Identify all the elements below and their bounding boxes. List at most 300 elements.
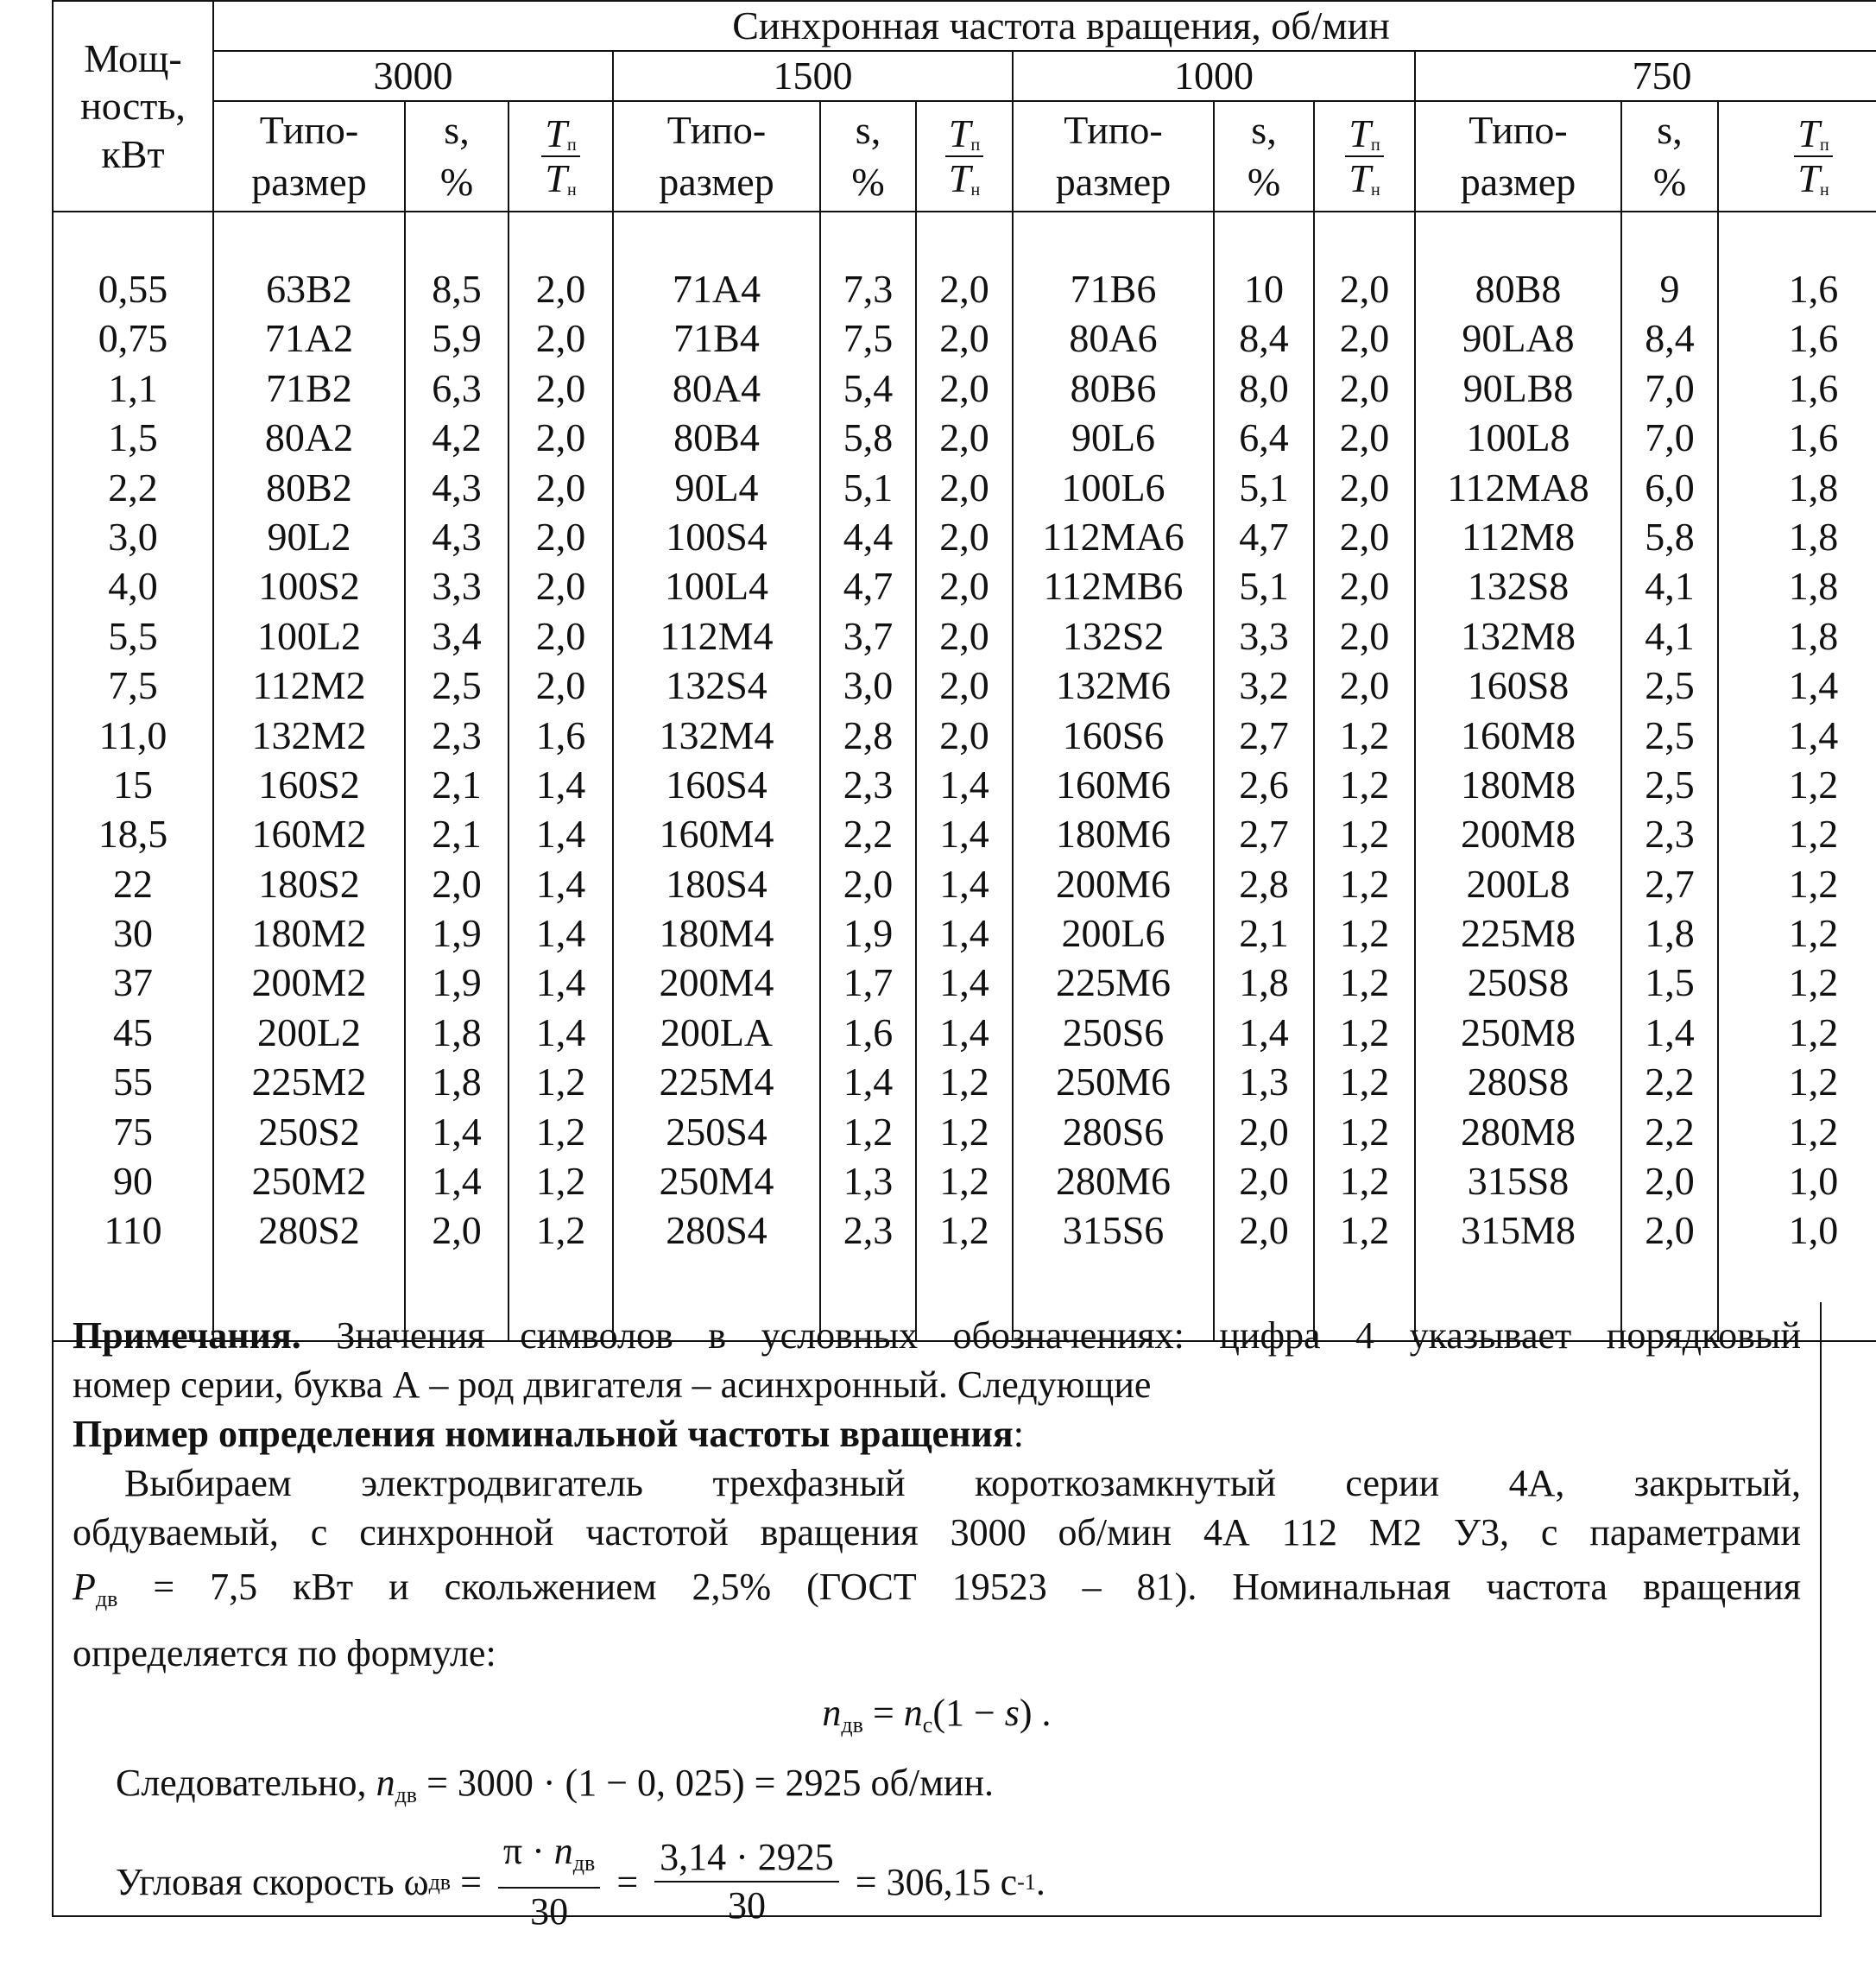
type-size-value: 71B4	[673, 316, 760, 361]
type-size-value: 112M2	[252, 663, 366, 708]
power-column	[53, 212, 213, 1341]
slip-value: 6,3	[432, 365, 482, 410]
speed-header-750: 750	[1415, 51, 1876, 101]
ratio-column-1500	[916, 212, 1013, 1341]
ratio-column-750	[1718, 212, 1876, 1341]
power-value: 1,1	[108, 365, 158, 410]
type-size-value: 280S6	[1062, 1109, 1165, 1154]
ratio-num-sub: п	[970, 136, 981, 155]
slip-value: 2,5	[432, 663, 482, 708]
torque-ratio-value: 2,0	[939, 663, 989, 708]
power-value: 11,0	[98, 712, 167, 757]
formula2-sub: дв	[395, 1782, 418, 1807]
formula2-prefix: Следовательно,	[116, 1762, 376, 1804]
torque-ratio-fraction	[945, 111, 983, 200]
formula-result	[73, 1758, 1801, 1819]
slip-value: 2,0	[432, 861, 482, 906]
type-size-value: 250M8	[1461, 1009, 1576, 1054]
formula-speed	[73, 1688, 1801, 1750]
types-column-750	[1415, 212, 1621, 1341]
slip-value: 2,8	[1239, 861, 1289, 906]
torque-ratio-value: 1,6	[1788, 267, 1839, 311]
notes-heading: Примечания.	[73, 1314, 301, 1357]
formula3-prefix: Угловая скорость	[116, 1860, 404, 1903]
type-size-value: 132M6	[1056, 663, 1171, 708]
slip-value: 3,0	[843, 663, 894, 708]
slip-header	[1621, 101, 1718, 212]
formula3-frac1-den: 30	[530, 1890, 569, 1933]
torque-ratio-value: 1,6	[1788, 316, 1839, 361]
torque-ratio-value: 1,2	[1339, 1208, 1390, 1253]
formula3-result-sup: -1	[1017, 1869, 1036, 1895]
torque-ratio-value: 1,4	[535, 960, 586, 1005]
slip-value: 1,5	[1645, 960, 1695, 1005]
slip-value: 4,4	[843, 514, 894, 559]
power-value: 0,55	[98, 267, 168, 311]
slip-value: 3,2	[1239, 663, 1289, 708]
slip-value: 5,1	[1239, 564, 1289, 609]
torque-ratio-value: 1,4	[939, 960, 989, 1005]
type-size-value: 315S6	[1062, 1208, 1165, 1253]
torque-ratio-value: 1,2	[1339, 960, 1390, 1005]
type-size-value: 71B2	[266, 365, 352, 410]
formula1-rhs: n	[903, 1692, 923, 1734]
slip-value: 3,3	[1239, 613, 1289, 658]
notes-text-1: Значения символов в условных обозначениях: цифра 4 указывает порядковый	[336, 1314, 1801, 1357]
type-size-value: 280M6	[1056, 1159, 1171, 1204]
slip-value: 4,1	[1645, 613, 1695, 658]
type-size-value: 132S4	[666, 663, 767, 708]
slip-value: 1,9	[432, 960, 482, 1005]
torque-ratio-value: 1,2	[939, 1208, 989, 1253]
types-column-1500	[613, 212, 820, 1341]
type-size-value: 100L2	[256, 613, 362, 658]
type-size-value: 225M6	[1056, 960, 1171, 1005]
type-size-value: 180S2	[258, 861, 360, 906]
torque-ratio-value: 2,0	[1339, 613, 1390, 658]
slip-value: 3,3	[432, 564, 482, 609]
slip-value: 5,4	[843, 365, 894, 410]
type-size-value: 180S4	[666, 861, 767, 906]
slip-value: 2,3	[843, 1208, 894, 1253]
slip-value: 2,6	[1239, 762, 1289, 807]
torque-ratio-value: 2,0	[1339, 267, 1390, 311]
slip-value: 8,4	[1645, 316, 1695, 361]
slip-value: 1,2	[843, 1109, 894, 1154]
slip-value: 5,1	[843, 465, 894, 509]
type-size-header	[613, 101, 820, 212]
torque-ratio-value: 1,2	[1788, 911, 1839, 956]
type-size-value: 100L6	[1061, 465, 1165, 509]
torque-ratio-value: 1,2	[1788, 1109, 1839, 1154]
slip-value: 2,8	[843, 712, 894, 757]
slip-value: 5,8	[843, 415, 894, 460]
type-size-label: Типо-размер	[659, 108, 774, 204]
type-size-value: 80B2	[266, 465, 352, 509]
torque-ratio-value: 2,0	[939, 316, 989, 361]
notes-text-2: номер серии, буква А – род двигателя – асинхронный. Следующие	[73, 1364, 1152, 1406]
slip-value: 2,0	[1239, 1109, 1289, 1154]
torque-ratio-value: 1,4	[535, 762, 586, 807]
slip-value: 1,4	[432, 1159, 482, 1204]
slip-value: 2,2	[1645, 1109, 1695, 1154]
slip-label: s, %	[1652, 108, 1687, 204]
formula3-frac1-sub: дв	[572, 1851, 596, 1876]
power-value: 7,5	[108, 663, 158, 708]
ratio-den: T	[948, 156, 971, 200]
power-symbol: P	[73, 1566, 96, 1608]
torque-ratio-value: 1,4	[535, 911, 586, 956]
torque-ratio-value: 1,2	[535, 1109, 586, 1154]
torque-ratio-value: 1,0	[1788, 1159, 1839, 1204]
ratio-num-sub: п	[1370, 136, 1380, 155]
document-sheet	[52, 0, 1839, 1933]
slip-value: 2,1	[432, 812, 482, 857]
torque-ratio-value: 1,2	[1788, 762, 1839, 807]
power-value: 0,75	[98, 316, 168, 361]
type-size-value: 112MB6	[1043, 564, 1184, 609]
speed-header-3000: 3000	[213, 51, 613, 101]
torque-ratio-value: 1,4	[535, 1009, 586, 1054]
slip-value: 10	[1244, 267, 1284, 311]
ratio-column-3000	[508, 212, 613, 1341]
slip-value: 4,7	[1239, 514, 1289, 559]
torque-ratio-value: 2,0	[535, 316, 586, 361]
ratio-den-sub: н	[1370, 180, 1380, 199]
slip-value: 2,3	[432, 712, 482, 757]
type-size-value: 160M6	[1056, 762, 1171, 807]
power-value: = 7,5	[117, 1566, 294, 1608]
type-size-value: 90L6	[1071, 415, 1156, 460]
torque-ratio-value: 1,6	[1788, 415, 1839, 460]
torque-ratio-value: 1,6	[535, 712, 586, 757]
type-size-value: 160M8	[1461, 712, 1576, 757]
torque-ratio-header	[1314, 101, 1415, 212]
slip-value: 1,3	[1239, 1060, 1289, 1104]
type-size-value: 160S6	[1062, 712, 1165, 757]
power-value: 3,0	[108, 514, 158, 559]
torque-ratio-value: 2,0	[535, 514, 586, 559]
slip-value: 5,8	[1645, 514, 1695, 559]
table-body-row	[53, 212, 1876, 1341]
torque-ratio-value: 1,2	[939, 1159, 989, 1204]
slip-column-3000	[405, 212, 508, 1341]
torque-ratio-value: 1,2	[1339, 1159, 1390, 1204]
power-value: 75	[113, 1109, 153, 1154]
torque-ratio-value: 1,2	[1788, 960, 1839, 1005]
ratio-den: T	[1797, 156, 1820, 200]
slip-value: 9	[1659, 267, 1680, 311]
type-size-value: 90L2	[267, 514, 351, 559]
type-size-value: 200L2	[256, 1009, 362, 1054]
torque-ratio-header	[508, 101, 613, 212]
formula1-rhs-sub: c	[922, 1712, 933, 1737]
formula3-frac1-sym: n	[553, 1830, 573, 1872]
slip-value: 2,5	[1645, 663, 1695, 708]
torque-ratio-value: 2,0	[939, 415, 989, 460]
torque-ratio-value: 2,0	[535, 564, 586, 609]
type-size-value: 80B4	[673, 415, 760, 460]
slip-value: 6,4	[1239, 415, 1289, 460]
torque-ratio-value: 2,0	[1339, 564, 1390, 609]
type-size-header	[213, 101, 405, 212]
type-size-value: 132M2	[251, 712, 367, 757]
slip-value: 4,3	[432, 514, 482, 559]
slip-header	[1214, 101, 1314, 212]
torque-ratio-value: 2,0	[535, 267, 586, 311]
power-header-label: Мощ-ность, кВт	[80, 36, 186, 176]
sync-speed-header: Синхронная частота вращения, об/мин	[213, 1, 1876, 51]
types-column-1000	[1013, 212, 1214, 1341]
torque-ratio-value: 1,4	[1788, 712, 1839, 757]
type-size-header	[1013, 101, 1214, 212]
torque-ratio-header	[916, 101, 1013, 212]
type-size-value: 200M4	[659, 960, 774, 1005]
power-value: 37	[113, 960, 153, 1005]
torque-ratio-value: 2,0	[939, 514, 989, 559]
formula3-fraction-2	[654, 1834, 839, 1929]
slip-value: 1,8	[432, 1060, 482, 1104]
torque-ratio-value: 2,0	[939, 613, 989, 658]
type-size-value: 200LA	[660, 1009, 774, 1054]
torque-ratio-value: 1,2	[1339, 1109, 1390, 1154]
torque-ratio-value: 2,0	[1339, 514, 1390, 559]
formula2-expr: = 3000 · (1 − 0, 025) = 2925 об/мин.	[417, 1762, 995, 1804]
ratio-den-sub: н	[970, 180, 981, 199]
slip-value: 3,7	[843, 613, 894, 658]
type-size-value: 112M8	[1461, 514, 1576, 559]
type-size-value: 71A4	[672, 267, 761, 311]
example-heading-line	[73, 1409, 1801, 1459]
torque-ratio-value: 1,2	[1339, 1060, 1390, 1104]
type-size-value: 250S6	[1062, 1009, 1165, 1054]
torque-ratio-value: 1,2	[535, 1159, 586, 1204]
formula3-omega-sub: дв	[428, 1869, 452, 1895]
ratio-num-sub: п	[566, 136, 577, 155]
power-value: 22	[113, 861, 153, 906]
torque-ratio-value: 1,2	[535, 1060, 586, 1104]
slip-value: 2,0	[1239, 1159, 1289, 1204]
formula3-frac1-num: π ·	[502, 1830, 554, 1872]
type-size-value: 160S4	[666, 762, 767, 807]
torque-ratio-header	[1718, 101, 1876, 212]
slip-value: 7,3	[843, 267, 894, 311]
type-size-value: 160M4	[659, 812, 774, 857]
type-size-value: 225M2	[251, 1060, 367, 1104]
slip-value: 5,1	[1239, 465, 1289, 509]
torque-ratio-value: 1,2	[1339, 1009, 1390, 1054]
type-size-value: 280S2	[258, 1208, 360, 1253]
torque-ratio-value: 2,0	[939, 267, 989, 311]
torque-ratio-value: 1,2	[1339, 861, 1390, 906]
slip-value: 1,7	[843, 960, 894, 1005]
formula3-frac2-den: 30	[727, 1884, 766, 1927]
torque-ratio-value: 2,0	[1339, 365, 1390, 410]
motor-table	[52, 0, 1876, 1342]
torque-ratio-value: 1,2	[939, 1060, 989, 1104]
torque-ratio-value: 1,6	[1788, 365, 1839, 410]
slip-value: 6,0	[1645, 465, 1695, 509]
type-size-value: 90LA8	[1462, 316, 1575, 361]
formula3-result: = 306,15 с	[845, 1860, 1018, 1903]
torque-ratio-value: 1,2	[1788, 1060, 1839, 1104]
example-line-3	[73, 1562, 1801, 1623]
torque-ratio-value: 2,0	[939, 465, 989, 509]
slip-label: s, %	[439, 108, 474, 204]
formula1-eq: =	[862, 1692, 904, 1734]
slip-value: 7,0	[1645, 365, 1695, 410]
type-size-value: 250S2	[258, 1109, 360, 1154]
speed-header-1000: 1000	[1013, 51, 1415, 101]
torque-ratio-value: 1,4	[535, 812, 586, 857]
type-size-value: 315M8	[1461, 1208, 1576, 1253]
slip-value: 5,9	[432, 316, 482, 361]
formula3-omega: ω	[403, 1860, 429, 1903]
type-size-value: 200L6	[1061, 911, 1165, 956]
slip-value: 1,9	[843, 911, 894, 956]
torque-ratio-value: 1,2	[1788, 1009, 1839, 1054]
type-size-value: 132M8	[1461, 613, 1576, 658]
torque-ratio-value: 1,4	[939, 861, 989, 906]
slip-value: 1,4	[843, 1060, 894, 1104]
type-size-value: 250S4	[666, 1109, 767, 1154]
slip-value: 1,9	[432, 911, 482, 956]
type-size-value: 80A2	[264, 415, 354, 460]
slip-value: 4,3	[432, 465, 482, 509]
slip-value: 3,4	[432, 613, 482, 658]
slip-value: 2,7	[1239, 812, 1289, 857]
type-size-value: 132S2	[1062, 613, 1165, 658]
type-size-value: 200M6	[1056, 861, 1171, 906]
power-value: 1,5	[108, 415, 158, 460]
ratio-num: T	[948, 111, 971, 155]
type-size-value: 200L8	[1466, 861, 1570, 906]
slip-column-1000	[1214, 212, 1314, 1341]
slip-column-1500	[820, 212, 916, 1341]
formula2-sym: n	[376, 1762, 395, 1804]
type-size-value: 90LB8	[1462, 365, 1574, 410]
slip-value: 1,8	[1645, 911, 1695, 956]
torque-ratio-value: 2,0	[535, 465, 586, 509]
ratio-den: T	[545, 156, 567, 200]
power-value: 110	[104, 1208, 162, 1253]
torque-ratio-value: 1,4	[1788, 663, 1839, 708]
torque-ratio-fraction	[1345, 111, 1383, 200]
type-size-value: 100S4	[666, 514, 767, 559]
type-size-value: 80B6	[1070, 365, 1157, 410]
slip-value: 2,5	[1645, 712, 1695, 757]
formula1-lhs-sub: дв	[841, 1712, 863, 1737]
ratio-num: T	[545, 111, 567, 155]
torque-ratio-value: 1,2	[1788, 861, 1839, 906]
notes-paragraph	[73, 1311, 1801, 1360]
torque-ratio-value: 2,0	[1339, 663, 1390, 708]
speed-header-1500: 1500	[613, 51, 1013, 101]
torque-ratio-value: 2,0	[535, 365, 586, 410]
type-size-value: 112MA8	[1447, 465, 1589, 509]
torque-ratio-value: 2,0	[939, 712, 989, 757]
type-size-value: 200M2	[251, 960, 367, 1005]
torque-ratio-fraction	[1794, 111, 1832, 200]
type-size-value: 280M8	[1461, 1109, 1576, 1154]
type-size-value: 80A6	[1069, 316, 1158, 361]
type-size-value: 63B2	[266, 267, 352, 311]
slip-label: s, %	[851, 108, 885, 204]
type-size-value: 250M4	[659, 1159, 774, 1204]
torque-ratio-value: 1,2	[1339, 762, 1390, 807]
types-column-3000	[213, 212, 405, 1341]
ratio-num: T	[1349, 111, 1371, 155]
type-size-value: 180M2	[251, 911, 367, 956]
power-column-header	[53, 1, 213, 212]
torque-ratio-value: 1,4	[939, 762, 989, 807]
torque-ratio-value: 1,4	[939, 812, 989, 857]
type-size-value: 250M6	[1056, 1060, 1171, 1104]
type-size-value: 71A2	[264, 316, 354, 361]
slip-value: 4,7	[843, 564, 894, 609]
slip-value: 2,7	[1239, 712, 1289, 757]
slip-value: 8,5	[432, 267, 482, 311]
slip-value: 1,8	[1239, 960, 1289, 1005]
type-size-value: 180M8	[1461, 762, 1576, 807]
torque-ratio-value: 2,0	[535, 613, 586, 658]
subheader-row	[53, 101, 1876, 212]
torque-ratio-value: 1,2	[1339, 911, 1390, 956]
formula3-eq2: =	[607, 1860, 648, 1903]
torque-ratio-value: 1,4	[939, 911, 989, 956]
slip-value: 2,0	[432, 1208, 482, 1253]
torque-ratio-value: 1,8	[1788, 613, 1839, 658]
torque-ratio-value: 1,0	[1788, 1208, 1839, 1253]
slip-header	[820, 101, 916, 212]
slip-value: 2,3	[1645, 812, 1695, 857]
type-size-value: 71B6	[1070, 267, 1157, 311]
torque-ratio-fraction	[541, 111, 579, 200]
slip-value: 2,0	[1645, 1208, 1695, 1253]
example-colon: :	[1013, 1413, 1024, 1455]
example-heading: Пример определения номинальной частоты вращения	[73, 1413, 1014, 1455]
torque-ratio-value: 2,0	[535, 415, 586, 460]
type-size-value: 250S8	[1467, 960, 1570, 1005]
slip-value: 8,0	[1239, 365, 1289, 410]
power-value: 18,5	[98, 812, 168, 857]
slip-header	[405, 101, 508, 212]
slip-column-750	[1621, 212, 1718, 1341]
power-symbol-sub: дв	[95, 1586, 118, 1611]
torque-ratio-value: 1,8	[1788, 514, 1839, 559]
slip-value: 2,3	[843, 762, 894, 807]
type-size-value: 160M2	[251, 812, 367, 857]
type-size-header	[1415, 101, 1621, 212]
slip-value: 4,2	[432, 415, 482, 460]
type-size-value: 225M8	[1461, 911, 1576, 956]
type-size-value: 315S8	[1467, 1159, 1570, 1204]
type-size-value: 132M4	[659, 712, 774, 757]
slip-value: 1,6	[843, 1009, 894, 1054]
slip-value: 1,4	[432, 1109, 482, 1154]
torque-ratio-value: 1,8	[1788, 465, 1839, 509]
torque-ratio-value: 1,4	[939, 1009, 989, 1054]
torque-ratio-value: 2,0	[1339, 415, 1390, 460]
formula1-tail: (1 −	[932, 1692, 1005, 1734]
type-size-value: 250M2	[251, 1159, 367, 1204]
type-size-value: 280S4	[666, 1208, 767, 1253]
example-line-1: Выбираем электродвигатель трехфазный короткозамкнутый серии 4А, закрытый,	[124, 1462, 1801, 1504]
torque-ratio-value: 1,2	[1339, 712, 1390, 757]
power-value: 55	[113, 1060, 153, 1104]
slip-value: 2,1	[1239, 911, 1289, 956]
slip-value: 2,0	[1645, 1159, 1695, 1204]
